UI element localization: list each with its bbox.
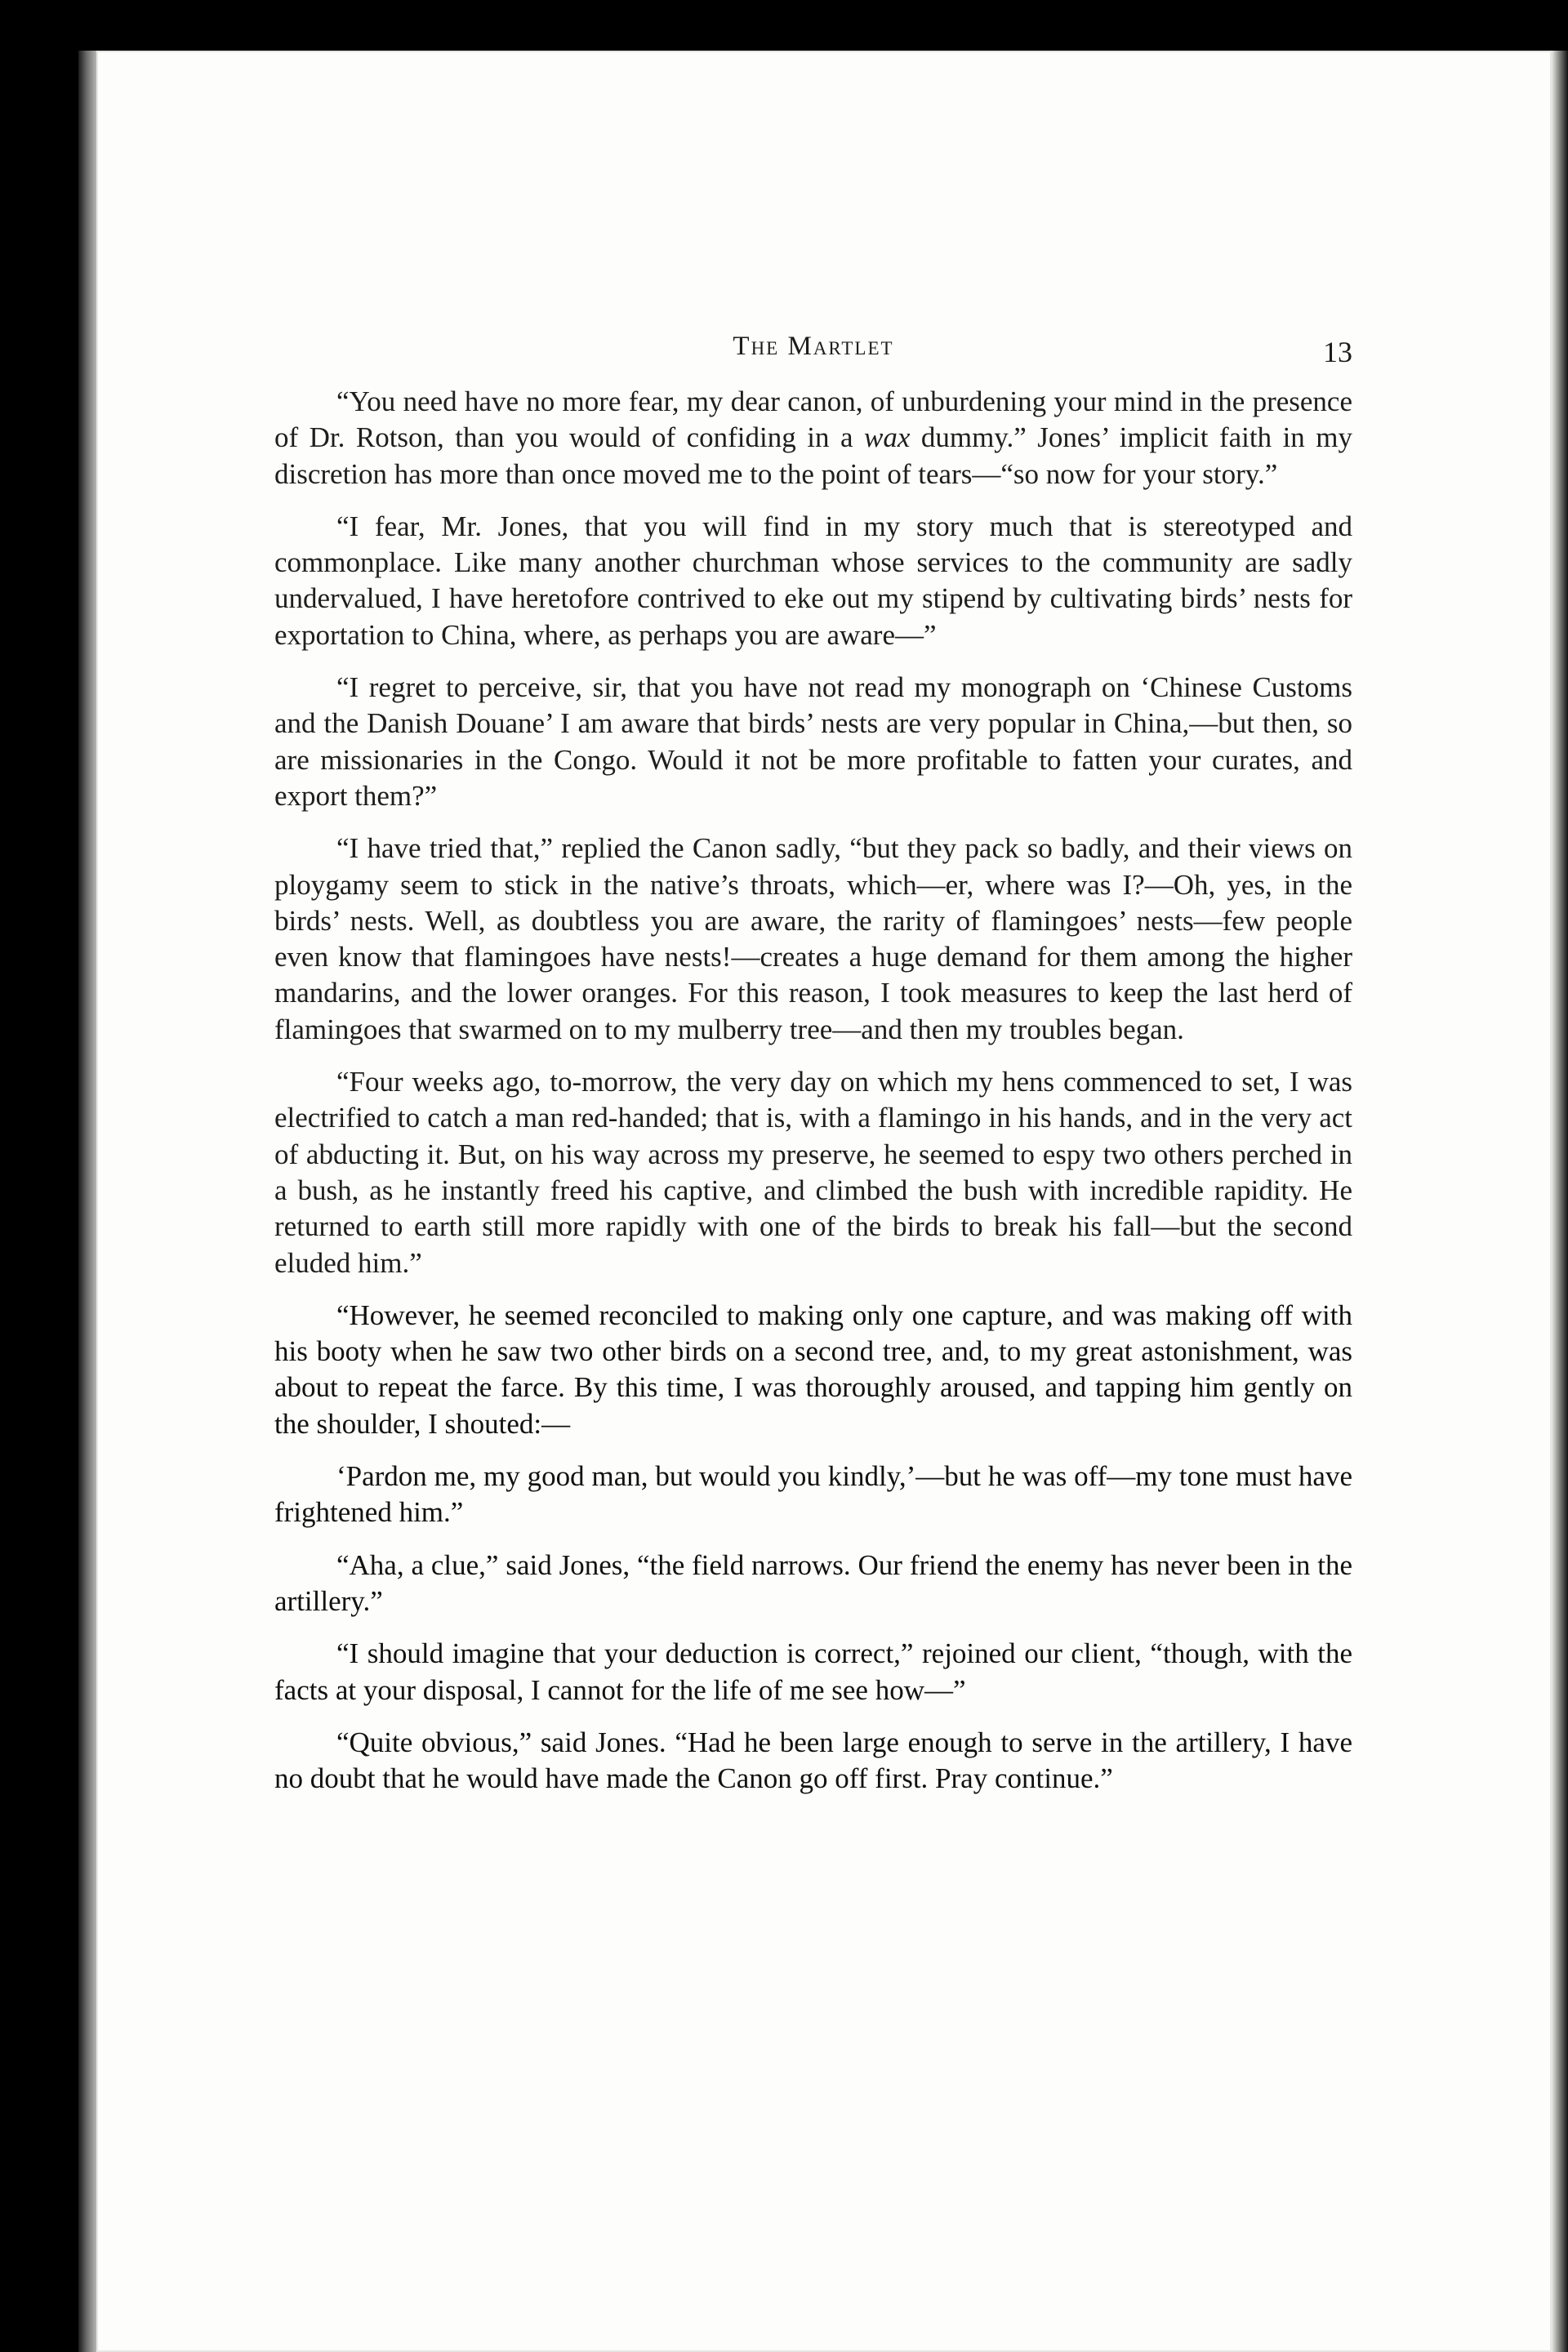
paragraph-1 [274,384,1352,492]
paragraph-7: ‘Pardon me, my good man, but would you kindly,’—but he was off—my tone must have frightened him.” [274,1460,1352,1529]
body-text [274,384,1352,1813]
paragraph-4: “I have tried that,” replied the Canon sadly, “but they pack so badly, and their views on ploygamy seem to stick in the native’s throats, which—er, where was I?—Oh, yes, in the birds’ nests. Well, as doubtless you are aware, the rarity of flamingoes’ nests—few people even know that flamingoes have nests!—creates a huge demand for them among the higher mandarins, and the lower oranges. For this reason, I took measures to keep the last herd of flamingoes that swarmed on to my mulberry tree—and then my troubles began. [274,832,1352,1045]
page-header [274,323,1352,376]
paragraph-2: “I fear, Mr. Jones, that you will find in my story much that is stereotyped and commonplace. Like many another churchman whose services to the community are sadly undervalued, I have heretofore contrived to eke out my stipend by cultivating birds’ nests for exportation to China, where, as perhaps you are aware—” [274,510,1352,651]
page-number: 13 [1323,336,1352,368]
running-title: The Martlet [733,332,894,361]
paragraph-1-italic: wax [863,421,911,454]
paragraph-6: “However, he seemed reconciled to making only one capture, and was making off with his booty when he saw two other birds on a second tree, and, to my great astonishment, was about to repeat the farce. By this time, I was thoroughly aroused, and tapping him gently on the shoulder, I shouted:— [274,1298,1352,1440]
paragraph-1-after: dummy.” Jones’ implicit faith in my discretion has more than once moved me to the point of tears—“so now for your story.” [274,421,1353,490]
paragraph-3: “I regret to perceive, sir, that you have not read my monograph on ‘Chinese Customs and the Danish Douane’ I am aware that birds’ nests are very popular in China,—but then, so are missionaries in the Congo. Would it not be more profitable to fatten your curates, and export them?” [274,671,1352,812]
paragraph-5: “Four weeks ago, to-morrow, the very day on which my hens commenced to set, I was electrified to catch a man red-handed; that is, with a flamingo in his hands, and in the very act of abducting it. But, on his way across my preserve, he seemed to espy two others perched in a bush, as he instantly freed his captive, and climbed the bush with incredible rapidity. He returned to earth still more rapidly with one of the birds to break his fall—but the second eluded him.” [274,1066,1352,1279]
paragraph-1-before: “You need have no more fear, my dear canon, of unburdening your mind in the presence of Dr. Rotson, than you would of confiding in a [274,385,1352,454]
page-edge-shadow [1552,51,1568,2352]
paragraph-10: “Quite obvious,” said Jones. “Had he been large enough to serve in the artillery, I have no doubt that he would have made the Canon go off first. Pray continue.” [274,1726,1352,1795]
paragraph-8: “Aha, a clue,” said Jones, “the field narrows. Our friend the enemy has never been in the artillery.” [274,1548,1352,1617]
paragraph-9: “I should imagine that your deduction is correct,” rejoined our client, “though, with the facts at your disposal, I cannot for the life of me see how—” [274,1637,1352,1706]
